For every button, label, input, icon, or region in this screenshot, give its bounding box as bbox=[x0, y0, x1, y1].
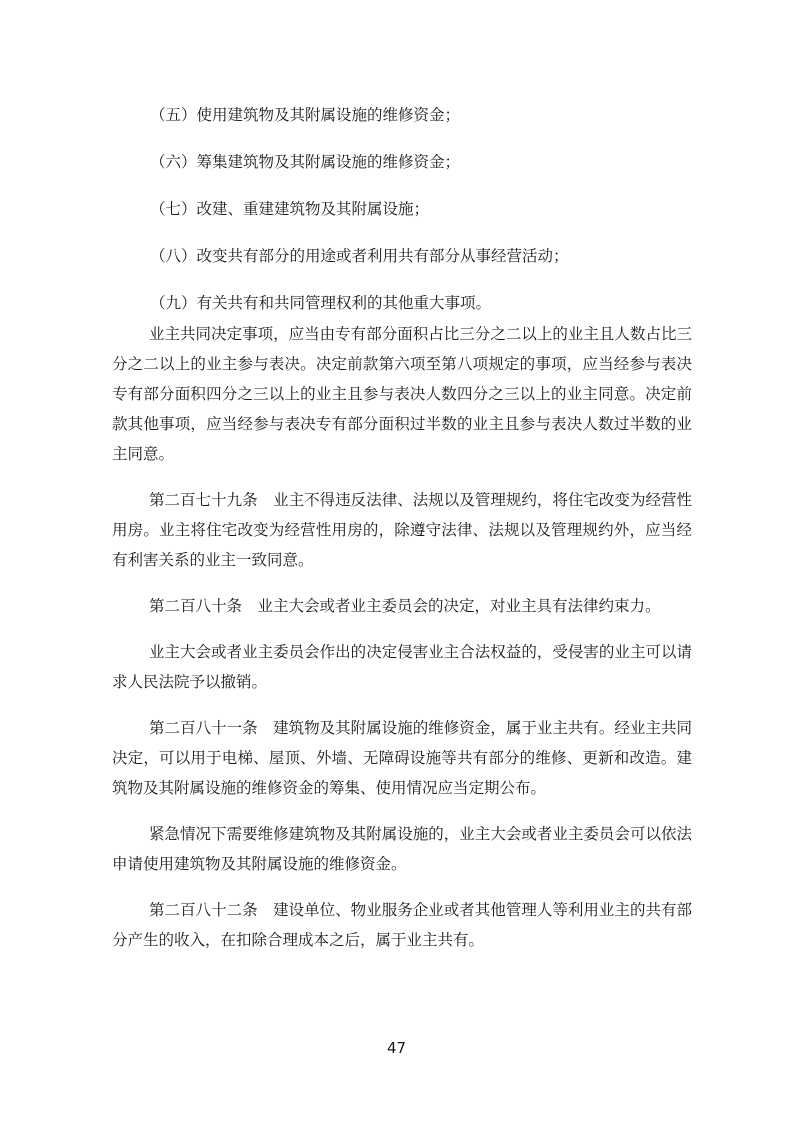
paragraph: 第二百八十一条 建筑物及其附属设施的维修资金，属于业主共有。经业主共同决定，可以用于电梯、屋顶、外墙、无障碍设施等共有部分的维修、更新和改造。建筑物及其附属设施的维修资金的筹集、使用情况应当定期公布。 bbox=[112, 719, 692, 797]
list-item: （七）改建、重建建筑物及其附属设施； bbox=[150, 200, 430, 218]
body-text bbox=[112, 319, 692, 971]
list-item: （五）使用建筑物及其附属设施的维修资金； bbox=[150, 106, 461, 124]
list-item: （八）改变共有部分的用途或者利用共有部分从事经营活动； bbox=[150, 247, 569, 265]
page-number: 47 bbox=[386, 1039, 407, 1057]
paragraph: 业主大会或者业主委员会作出的决定侵害业主合法权益的，受侵害的业主可以请求人民法院予以撤销。 bbox=[112, 643, 692, 691]
paragraph: 第二百七十九条 业主不得违反法律、法规以及管理规约，将住宅改变为经营性用房。业主将住宅改变为经营性用房的，除遵守法律、法规以及管理规约外，应当经有利害关系的业主一致同意。 bbox=[112, 491, 692, 569]
paragraph: 业主共同决定事项，应当由专有部分面积占比三分之二以上的业主且人数占比三分之二以上的业主参与表决。决定前款第六项至第八项规定的事项，应当经参与表决专有部分面积四分之三以上的业主且参与表决人数四分之三以上的业主同意。决定前款其他事项，应当经参与表决专有部分面积过半数的业主且参与表决人数过半数的业主同意。 bbox=[112, 325, 692, 463]
list-item: （九）有关共有和共同管理权利的其他重大事项。 bbox=[150, 294, 492, 312]
paragraph: 紧急情况下需要维修建筑物及其附属设施的，业主大会或者业主委员会可以依法申请使用建筑物及其附属设施的维修资金。 bbox=[112, 825, 692, 873]
enumerated-list bbox=[150, 100, 690, 335]
paragraph: 第二百八十条 业主大会或者业主委员会的决定，对业主具有法律约束力。 bbox=[149, 597, 661, 615]
list-item: （六）筹集建筑物及其附属设施的维修资金； bbox=[150, 153, 461, 171]
paragraph: 第二百八十二条 建设单位、物业服务企业或者其他管理人等利用业主的共有部分产生的收入，在扣除合理成本之后，属于业主共有。 bbox=[112, 901, 692, 949]
